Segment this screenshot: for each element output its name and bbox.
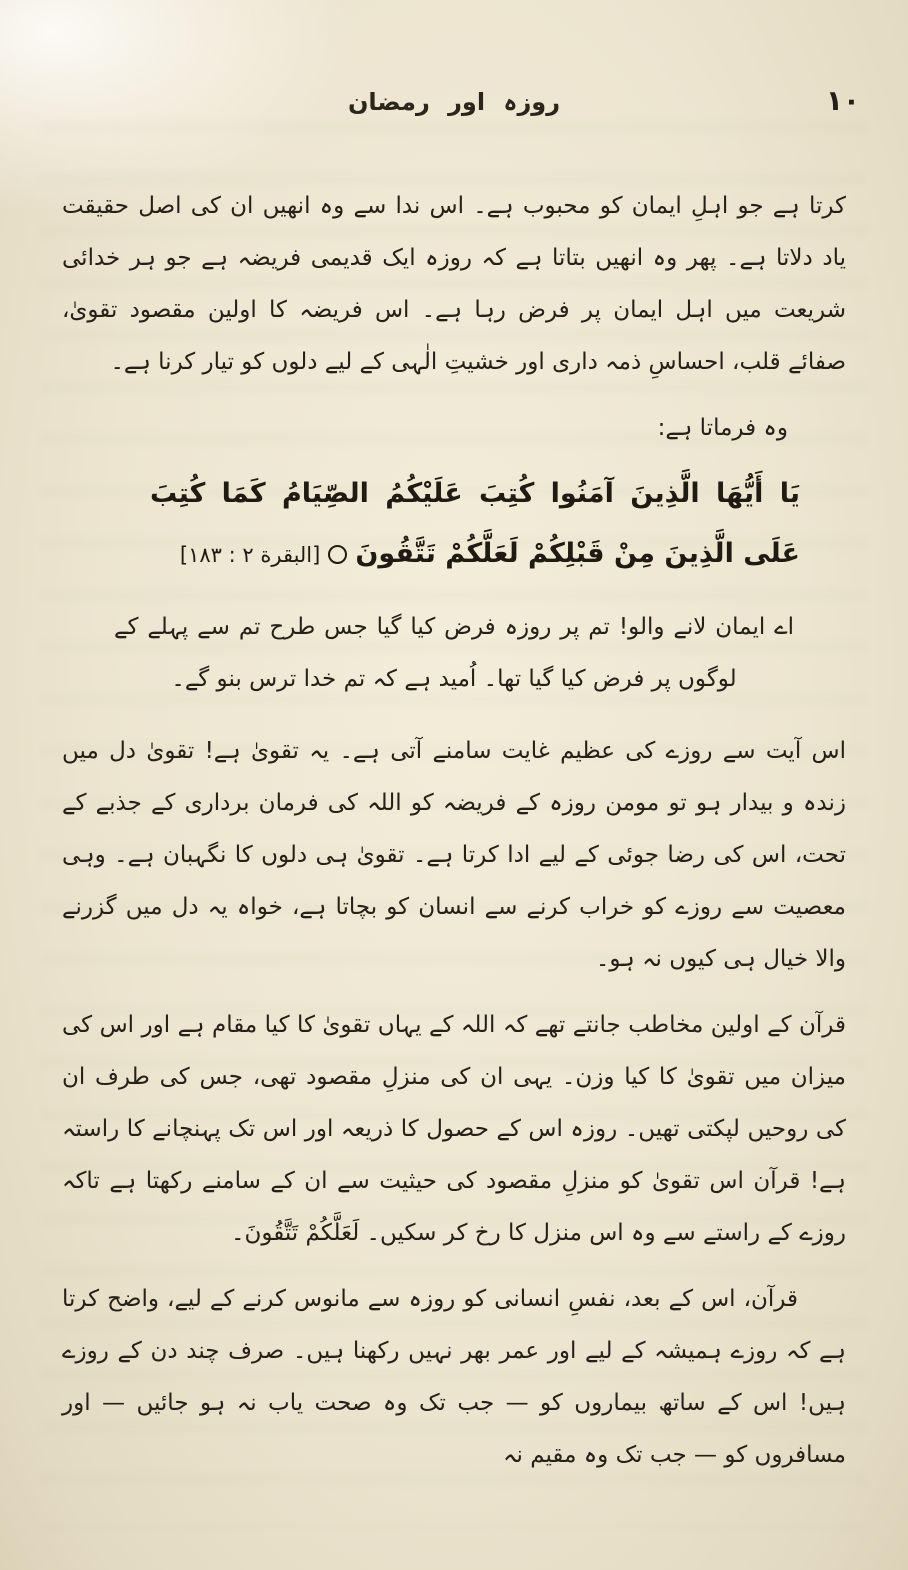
ayah-end-marker-icon [328, 545, 347, 564]
verse-reference: [البقرة ۲ : ۱۸۳] [179, 543, 321, 567]
running-title: روزہ اور رمضان [347, 88, 561, 116]
page-body [0, 146, 908, 1481]
page-header [0, 0, 908, 146]
verse-lead-in: وہ فرماتا ہے: [657, 415, 788, 441]
quran-verse-block [150, 464, 800, 585]
verse-translation: اے ایمان لانے والو! تم پر روزہ فرض کیا گیا جس طرح تم سے پہلے کے لوگوں پر فرض کیا گیا تھا۔ اُمید ہے کہ تم خدا ترس بنو گے۔ [114, 614, 794, 692]
paragraph-2: اس آیت سے روزے کی عظیم غایت سامنے آتی ہے۔ یہ تقویٰ ہے! تقویٰ دل میں زندہ و بیدار ہو تو مومن روزہ کے فریضہ کو اللہ کی فرمان برداری کے جذبے کے تحت، اس کی رضا جوئی کے لیے ادا کرتا ہے۔ تقویٰ ہی دلوں کا نگہبان ہے۔ وہی معصیت سے روزے کو خراب کرنے سے انسان کو بچاتا ہے، خواہ یہ دل میں گزرنے والا خیال ہی کیوں نہ ہو۔ [62, 738, 846, 972]
quran-verse-arabic: يَا أَيُّهَا الَّذِينَ آمَنُوا كُتِبَ عَلَيْكُمُ الصِّيَامُ كَمَا كُتِبَ عَلَى الَّذِينَ مِنْ قَبْلِكُمْ لَعَلَّكُمْ تَتَّقُونَ [150, 478, 800, 569]
paragraph-4: قرآن، اس کے بعد، نفسِ انسانی کو روزہ سے مانوس کرنے کے لیے، واضح کرتا ہے کہ روزے ہمیشہ کے لیے اور عمر بھر نہیں رکھنا ہیں۔ صرف چند دن کے روزے ہیں! اس کے ساتھ بیماروں کو — جب تک وہ صحت یاب نہ ہو جائیں — اور مسافروں کو — جب تک وہ مقیم نہ [62, 1286, 846, 1468]
page-number: ۱۰ [825, 84, 860, 117]
paragraph-3: قرآن کے اولین مخاطب جانتے تھے کہ اللہ کے یہاں تقویٰ کا کیا مقام ہے اور اس کی میزان میں تقویٰ کا کیا وزن۔ یہی ان کی منزلِ مقصود تھی، جس کی طرف ان کی روحیں لپکتی تھیں۔ روزہ اس کے حصول کا ذریعہ اور اس تک پہنچانے کا راستہ ہے! قرآن اس تقویٰ کو منزلِ مقصود کی حیثیت سے ان کے سامنے رکھتا ہے تاکہ روزے کے راستے سے وہ اس منزل کا رخ کر سکیں۔ لَعَلَّكُمْ تَتَّقُونَ۔ [62, 1012, 846, 1246]
paragraph-1: کرتا ہے جو اہلِ ایمان کو محبوب ہے۔ اس ندا سے وہ انھیں ان کی اصل حقیقت یاد دلاتا ہے۔ پھر وہ انھیں بتاتا ہے کہ روزہ ایک قدیمی فریضہ ہے جو ہر خدائی شریعت میں اہل ایمان پر فرض رہا ہے۔ اس فریضہ کا اولین مقصود تقویٰ، صفائے قلب، احساسِ ذمہ داری اور خشیتِ الٰہی کے لیے دلوں کو تیار کرنا ہے۔ [62, 193, 846, 375]
